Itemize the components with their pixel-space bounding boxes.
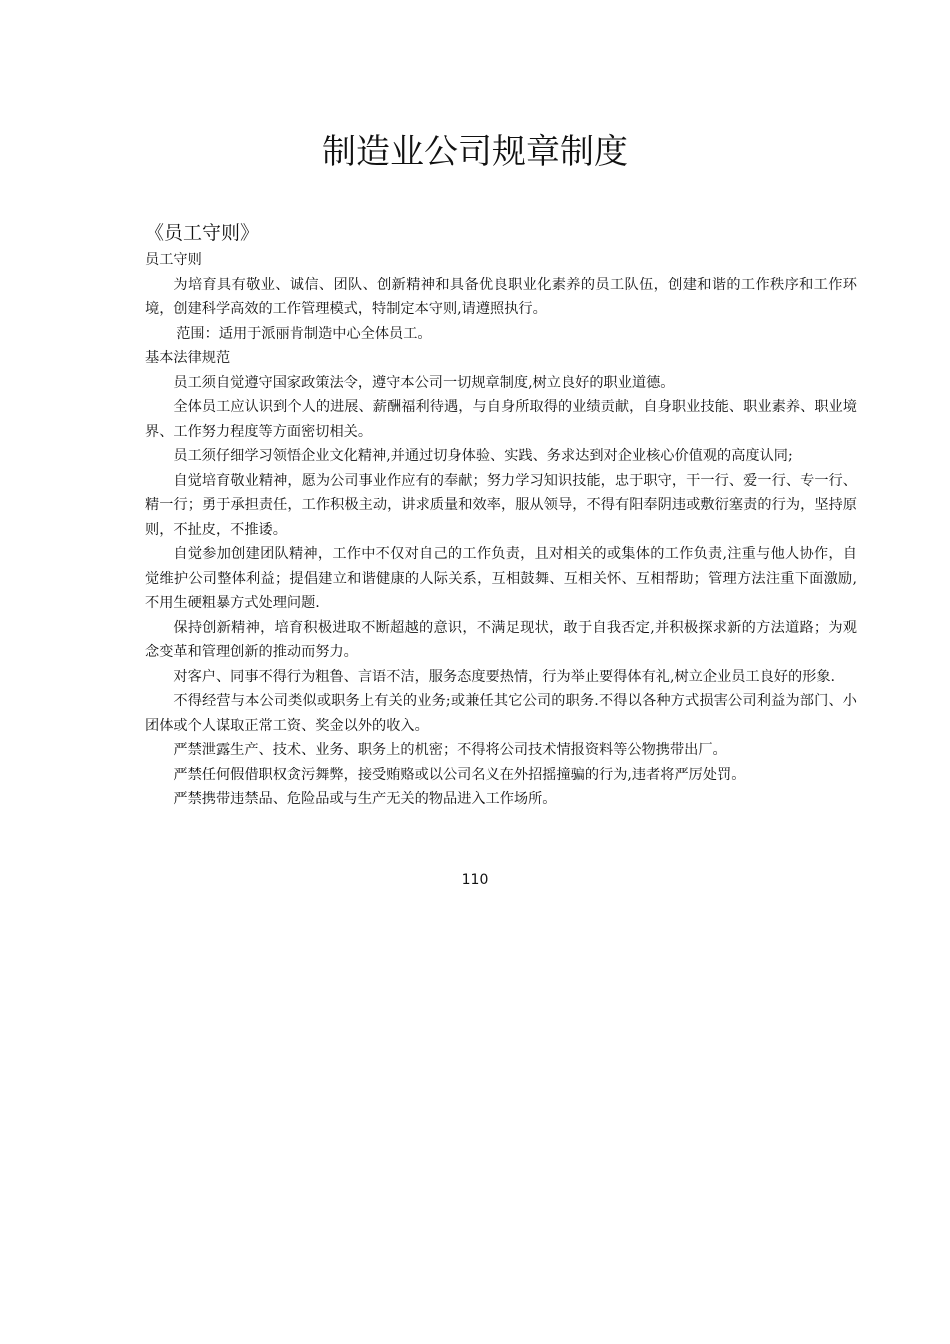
intro-paragraph: 为培育具有敬业、诚信、团队、创新精神和具备优良职业化素养的员工队伍，创建和谐的工作秩序和工作环境，创建科学高效的工作管理模式，特制定本守则,请遵照执行。 [145, 276, 857, 317]
section-title: 《员工守则》 [145, 222, 260, 244]
rule-paragraph: 严禁携带违禁品、危险品或与生产无关的物品进入工作场所。 [173, 791, 557, 807]
rule-paragraph: 自觉参加创建团队精神，工作中不仅对自己的工作负责，且对相关的或集体的工作负责,注重与他人协作，自觉维护公司整体利益；提倡建立和谐健康的人际关系，互相鼓舞、互相关怀、互相帮助；管理方法注重下面激励,不用生硬粗暴方式处理问题. [145, 546, 857, 611]
document-body [145, 218, 857, 812]
rule-paragraph: 自觉培育敬业精神，愿为公司事业作应有的奉献；努力学习知识技能，忠于职守，干一行、爱一行、专一行、精一行；勇于承担责任，工作积极主动，讲求质量和效率，服从领导，不得有阳奉阴违或敷衍塞责的行为，坚持原则，不扯皮，不推诿。 [145, 472, 857, 538]
page-number: 110 [461, 872, 489, 888]
rule-paragraph: 严禁任何假借职权贪污舞弊，接受贿赂或以公司名义在外招摇撞骗的行为,违者将严厉处罚。 [173, 766, 746, 783]
rule-paragraph: 全体员工应认识到个人的进展、薪酬福利待遇，与自身所取得的业绩贡献，自身职业技能、职业素养、职业境界、工作努力程度等方面密切相关。 [145, 399, 857, 440]
page-title: 制造业公司规章制度 [322, 132, 628, 172]
rule-paragraph: 员工须仔细学习领悟企业文化精神,并通过切身体验、实践、务求达到对企业核心价值观的高度认同; [173, 448, 793, 464]
rule-paragraph: 不得经营与本公司类似或职务上有关的业务;或兼任其它公司的职务.不得以各种方式损害公司利益为部门、小团体或个人谋取正常工资、奖金以外的收入。 [145, 693, 857, 734]
heading-employee-code: 员工守则 [145, 252, 202, 268]
heading-basic-legal-norms: 基本法律规范 [145, 350, 231, 366]
rule-paragraph: 对客户、同事不得行为粗鲁、言语不洁，服务态度要热情，行为举止要得体有礼,树立企业员工良好的形象. [173, 668, 836, 685]
rule-paragraph: 严禁泄露生产、技术、业务、职务上的机密；不得将公司技术情报资料等公物携带出厂。 [173, 742, 727, 758]
scope-paragraph: 范围：适用于派丽肯制造中心全体员工。 [176, 325, 432, 342]
rule-paragraph: 员工须自觉遵守国家政策法令，遵守本公司一切规章制度,树立良好的职业道德。 [173, 374, 675, 391]
rule-paragraph: 保持创新精神，培育积极进取不断超越的意识，不满足现状，敢于自我否定,并积极探求新的方法道路；为观念变革和管理创新的推动而努力。 [145, 619, 857, 660]
